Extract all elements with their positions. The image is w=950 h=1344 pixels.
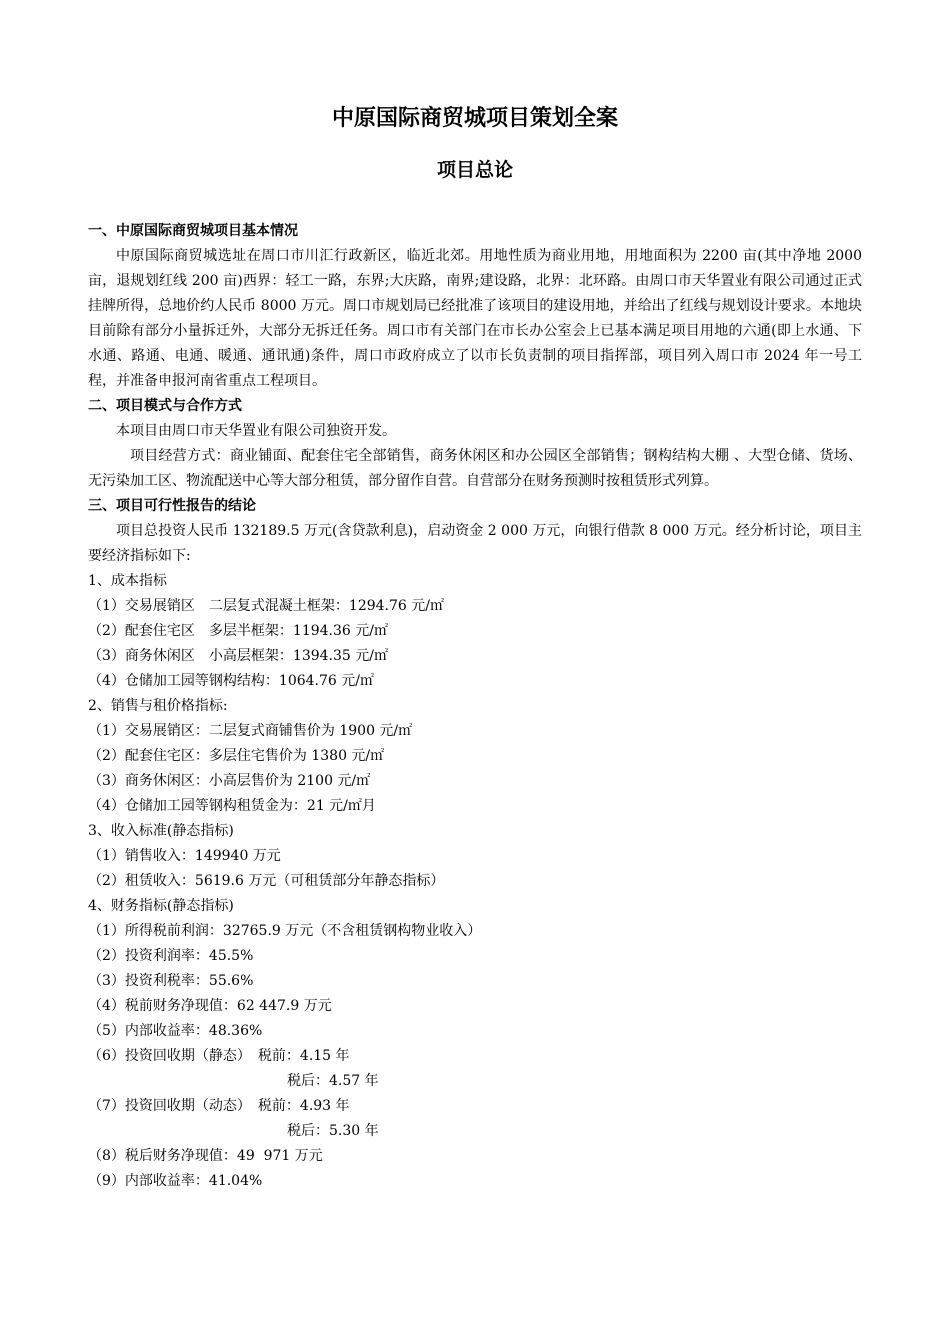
cost-item: （1）交易展销区 二层复式混凝土框架：1294.76 元/㎡ xyxy=(88,598,444,614)
finance-item-payback-dynamic: （7）投资回收期（动态） 税前：4.93 年 xyxy=(88,1098,350,1114)
finance-item-payback-static-aftertax: 税后：4.57 年 xyxy=(287,1073,379,1089)
cost-item: （4）仓储加工园等钢构结构：1064.76 元/㎡ xyxy=(88,673,374,689)
price-indicators-heading: 2、销售与租价格指标: xyxy=(88,698,228,714)
section-1-paragraph: 中原国际商贸城选址在周口市川汇行政新区，临近北郊。用地性质为商业用地，用地面积为 2200 亩(其中净地 2000 亩，退规划红线 200 亩)西界：轻工一路，东界;大庆路，南界;建设路，北界：北环路。由周口市天华置业有限公司通过正式挂牌所得，总地价约人民币 8000 万元。周口市规划局已经批准了该项目的建设用地，并给出了红线与规划设计要求。本地块目前除有部分小量拆迁外，大部分无拆迁任务。周口市有关部门在市长办公室会上已基本满足项目用地的六通(即上水通、下水通、路通、电通、暖通、通讯通)条件，周口市政府成立了以市长负责制的项目指挥部，项目列入周口市 2024 年一号工程，并准备申报河南省重点工程项目。 xyxy=(88,248,862,389)
finance-item-profit-rate: （2）投资利润率：45.5% xyxy=(88,948,254,964)
price-item: （3）商务休闲区：小高层售价为 2100 元/㎡ xyxy=(88,773,371,789)
finance-indicators-heading: 4、财务指标(静态指标) xyxy=(88,898,234,914)
document-title: 中原国际商贸城项目策划全案 xyxy=(331,106,618,131)
price-item: （2）配套住宅区：多层住宅售价为 1380 元/㎡ xyxy=(88,748,385,764)
finance-item-irr-pretax: （5）内部收益率：48.36% xyxy=(88,1023,263,1039)
section-1-heading: 一、中原国际商贸城项目基本情况 xyxy=(88,223,298,239)
section-2-heading: 二、项目模式与合作方式 xyxy=(88,398,242,414)
income-item: （1）销售收入：149940 万元 xyxy=(88,848,281,864)
section-2-paragraph-2: 项目经营方式：商业铺面、配套住宅全部销售，商务休闲区和办公园区全部销售；钢构结构大棚 、大型仓储、货场、无污染加工区、物流配送中心等大部分租赁，部分留作自营。自营部分在财务预测时按租赁形式列算。 xyxy=(88,448,862,489)
income-item: （2）租赁收入：5619.6 万元（可租赁部分年静态指标） xyxy=(88,873,445,889)
document-body xyxy=(88,219,862,1194)
price-item: （4）仓储加工园等钢构租赁金为：21 元/㎡月 xyxy=(88,798,376,814)
section-3-paragraph: 项目总投资人民币 132189.5 万元(含贷款利息)，启动资金 2 000 万元，向银行借款 8 000 万元。经分析讨论，项目主要经济指标如下: xyxy=(88,523,862,564)
section-3-heading: 三、项目可行性报告的结论 xyxy=(88,498,256,514)
price-item: （1）交易展销区：二层复式商铺售价为 1900 元/㎡ xyxy=(88,723,413,739)
cost-item: （3）商务休闲区 小高层框架：1394.35 元/㎡ xyxy=(88,648,388,664)
income-standard-heading: 3、收入标准(静态指标) xyxy=(88,823,234,839)
section-2-paragraph-1: 本项目由周口市天华置业有限公司独资开发。 xyxy=(116,423,396,439)
finance-item-payback-static: （6）投资回收期（静态） 税前：4.15 年 xyxy=(88,1048,350,1064)
document-subtitle: 项目总论 xyxy=(436,159,513,181)
finance-item-npv-aftertax: （8）税后财务净现值：49 971 万元 xyxy=(88,1148,323,1164)
finance-item-irr-aftertax: （9）内部收益率：41.04% xyxy=(88,1173,263,1189)
finance-item-payback-dynamic-aftertax: 税后：5.30 年 xyxy=(287,1123,379,1139)
cost-item: （2）配套住宅区 多层半框架：1194.36 元/㎡ xyxy=(88,623,388,639)
finance-item-npv-pretax: （4）税前财务净现值：62 447.9 万元 xyxy=(88,998,332,1014)
cost-indicators-heading: 1、成本指标 xyxy=(88,573,167,589)
finance-item-profit: （1）所得税前利润：32765.9 万元（不含租赁钢构物业收入） xyxy=(88,923,482,939)
finance-item-profit-tax-rate: （3）投资利税率：55.6% xyxy=(88,973,254,989)
